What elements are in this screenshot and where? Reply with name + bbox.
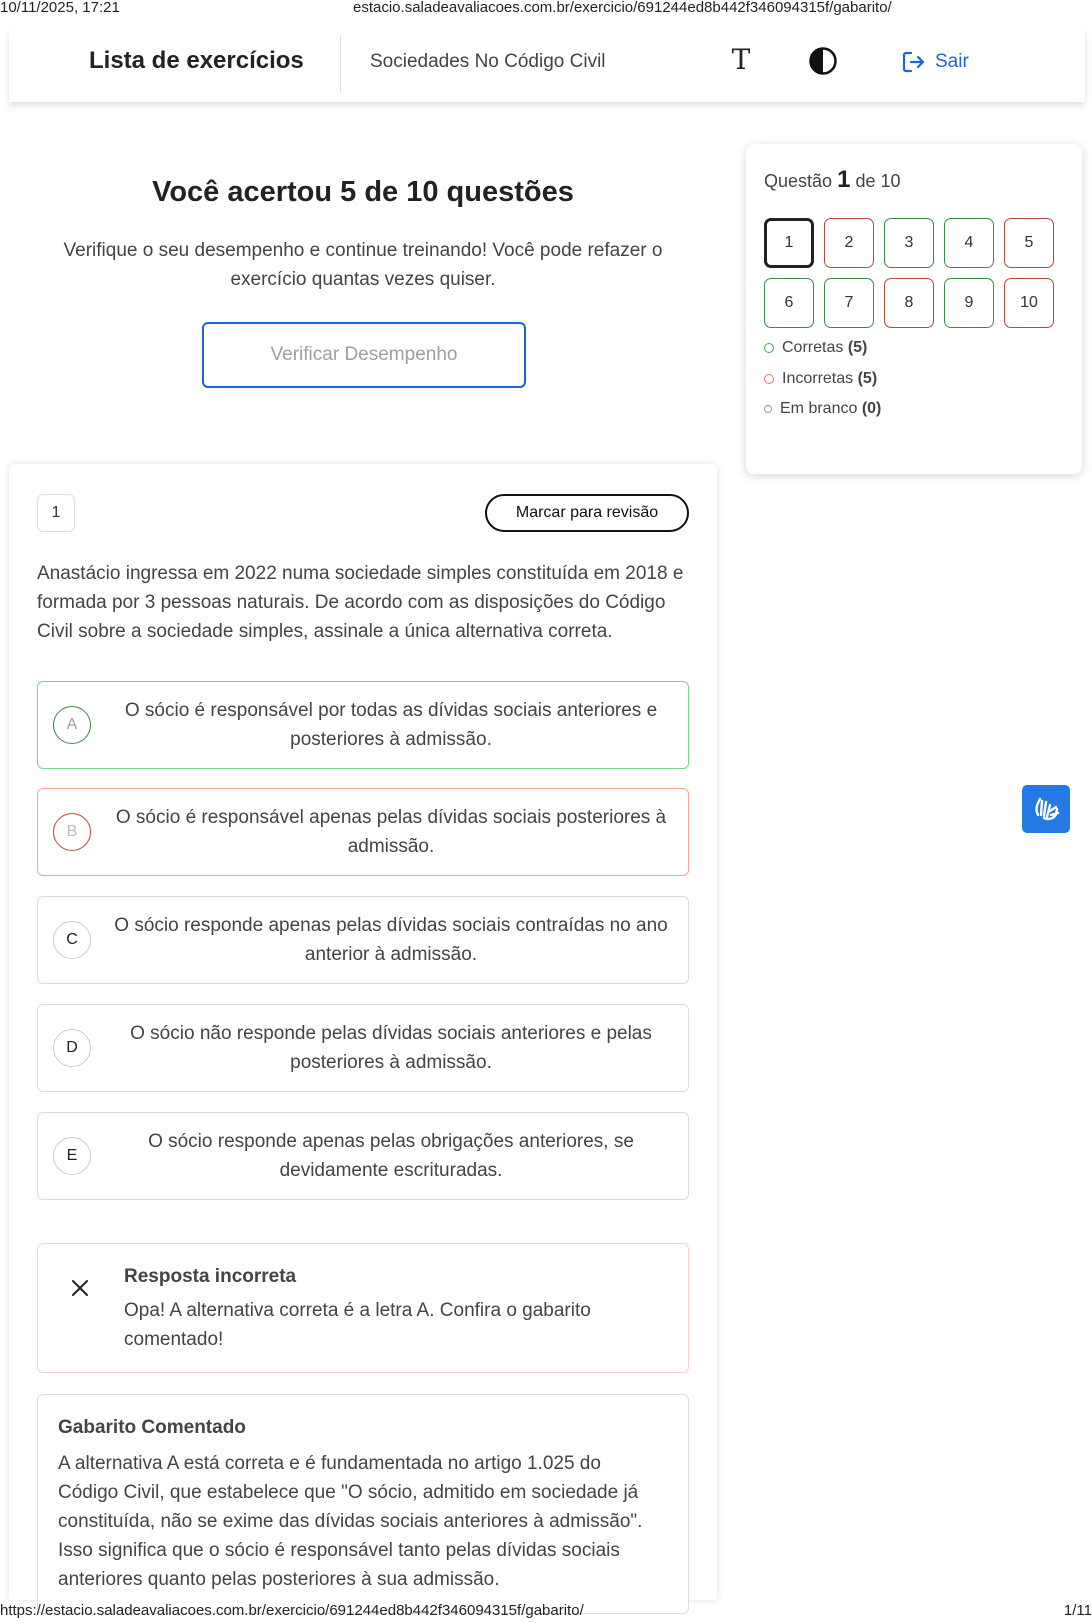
question-nav-button-8[interactable]: 8: [884, 278, 934, 328]
font-size-icon[interactable]: T: [731, 43, 751, 76]
commentary-text: A alternativa A está correta e é fundamentada no artigo 1.025 do Código Civil, que estabelece que "O sócio, admitido em sociedade já constituída, não se exime das dívidas sociais anteriores à admissão". Isso significa que o sócio é responsável tanto pelas dívidas sociais anteriores quanto pelas posteriores à sua admissão.: [58, 1453, 643, 1590]
legend-correct-count: (5): [847, 339, 868, 356]
print-header-url: estacio.saladeavaliacoes.com.br/exercicio/691244ed8b442f346094315f/gabarito/: [353, 0, 892, 16]
contrast-icon[interactable]: [807, 45, 839, 77]
logout-icon: [901, 49, 927, 75]
legend-incorrect: [764, 370, 1064, 388]
result-heading: Você acertou 5 de 10 questões: [152, 176, 574, 208]
question-indicator: [764, 166, 900, 194]
question-navigator: [746, 144, 1082, 474]
option-letter: D: [53, 1029, 91, 1067]
question-nav-button-1[interactable]: 1: [764, 218, 814, 268]
result-summary: [9, 140, 717, 410]
subject-title: Sociedades No Código Civil: [370, 51, 606, 72]
option-d[interactable]: [37, 1004, 689, 1092]
print-datetime: 10/11/2025, 17:21: [0, 0, 120, 16]
legend-blank-label: Em branco: [780, 400, 858, 417]
option-text: O sócio é responsável por todas as dívidas sociais anteriores e posteriores à admissão.: [124, 700, 658, 750]
option-letter: B: [53, 813, 91, 851]
result-message: Verifique o seu desempenho e continue treinando! Você pode refazer o exercício quantas vezes quiser.: [63, 240, 663, 290]
option-letter: E: [53, 1137, 91, 1175]
top-bar: [9, 28, 1085, 102]
question-nav-button-5[interactable]: 5: [1004, 218, 1054, 268]
question-nav-button-7[interactable]: 7: [824, 278, 874, 328]
option-text: O sócio não responde pelas dívidas sociais anteriores e pelas posteriores à admissão.: [130, 1023, 652, 1073]
commentary-title: Gabarito Comentado: [58, 1417, 246, 1438]
print-header: [0, 0, 1092, 18]
legend-incorrect-count: (5): [857, 370, 878, 387]
print-footer: [0, 1600, 1092, 1623]
question-indicator-prefix: Questão: [764, 171, 833, 191]
option-letter: C: [53, 921, 91, 959]
incorrect-dot-icon: [764, 374, 774, 384]
blank-dot-icon: [764, 405, 772, 413]
sign-language-button[interactable]: [1022, 785, 1070, 833]
question-nav-button-6[interactable]: 6: [764, 278, 814, 328]
option-b[interactable]: [37, 788, 689, 876]
close-icon: [68, 1276, 92, 1300]
question-indicator-current: 1: [837, 166, 851, 193]
print-page-number: 1/11: [1063, 1602, 1092, 1619]
feedback-title: Resposta incorreta: [124, 1266, 297, 1287]
answer-commentary: [37, 1394, 689, 1614]
question-indicator-suffix: de 10: [855, 171, 901, 191]
print-footer-url: https://estacio.saladeavaliacoes.com.br/exercicio/691244ed8b442f346094315f/gabarito/: [0, 1602, 584, 1619]
correct-dot-icon: [764, 343, 774, 353]
option-c[interactable]: [37, 896, 689, 984]
verify-performance-button[interactable]: Verificar Desempenho: [202, 322, 526, 388]
question-nav-button-2[interactable]: 2: [824, 218, 874, 268]
option-letter: A: [53, 706, 91, 744]
feedback-text: Opa! A alternativa correta é a letra A. Confira o gabarito comentado!: [124, 1300, 591, 1350]
option-text: O sócio responde apenas pelas dívidas sociais contraídas no ano anterior à admissão.: [114, 915, 668, 965]
sign-language-icon: [1030, 793, 1062, 825]
legend-correct-label: Corretas: [782, 339, 844, 356]
question-statement: Anastácio ingressa em 2022 numa sociedade simples constituída em 2018 e formada por 3 pessoas naturais. De acordo com as disposições do Código Civil sobre a sociedade simples, assinale a única alternativa correta.: [37, 563, 684, 642]
legend-blank: [764, 400, 1064, 418]
question-card: [9, 464, 717, 1600]
question-nav-button-4[interactable]: 4: [944, 218, 994, 268]
header-divider: [340, 35, 341, 93]
app-title: Lista de exercícios: [89, 47, 304, 74]
question-nav-button-9[interactable]: 9: [944, 278, 994, 328]
option-text: O sócio é responsável apenas pelas dívidas sociais posteriores à admissão.: [115, 807, 667, 857]
logout-button[interactable]: [901, 46, 969, 78]
legend-incorrect-label: Incorretas: [782, 370, 854, 387]
option-a[interactable]: [37, 681, 689, 769]
option-text: O sócio responde apenas pelas obrigações anteriores, se devidamente escrituradas.: [148, 1131, 634, 1181]
question-number: 1: [37, 494, 75, 532]
mark-for-review-button[interactable]: Marcar para revisão: [485, 494, 689, 532]
legend-correct: [764, 339, 1064, 357]
option-e[interactable]: [37, 1112, 689, 1200]
legend-blank-count: (0): [861, 400, 882, 417]
question-nav-button-3[interactable]: 3: [884, 218, 934, 268]
question-nav-button-10[interactable]: 10: [1004, 278, 1054, 328]
answer-feedback: [37, 1243, 689, 1373]
logout-label: Sair: [935, 51, 969, 72]
